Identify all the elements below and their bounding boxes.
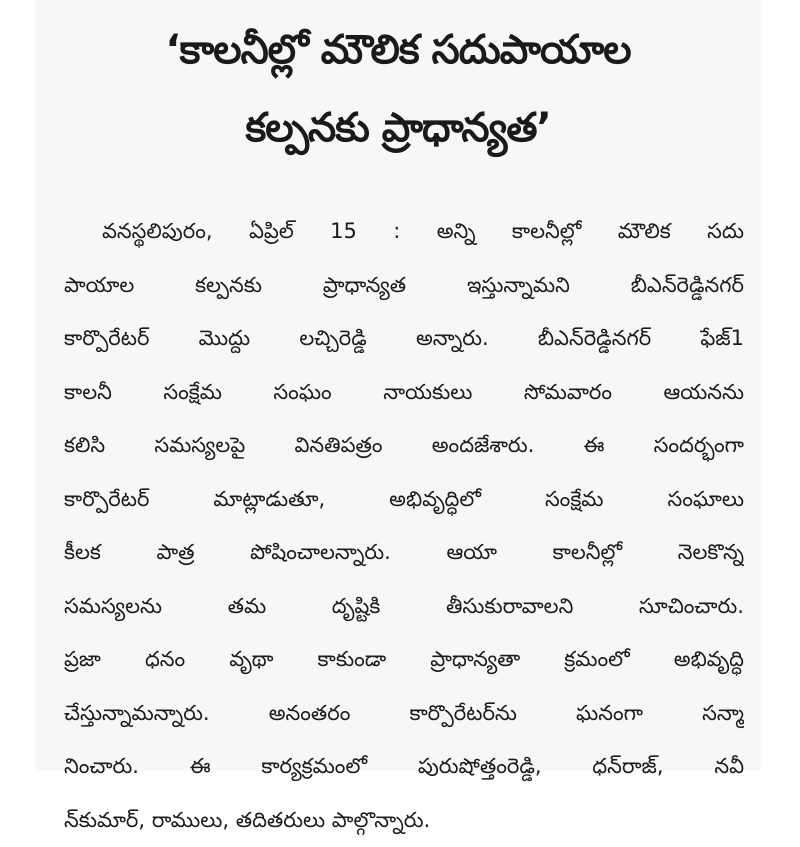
body-line-10: చేస్తున్నామన్నారు. అనంతరం కార్పొరేటర్‌ను ఘనంగా సన్మా (64, 687, 744, 741)
body-line-5: కలిసి సమస్యలపై వినతిపత్రం అందజేశారు. ఈ సందర్భంగా (64, 419, 744, 473)
body-line-9: ప్రజా ధనం వృథా కాకుండా ప్రాధాన్యతా క్రమంలో అభివృద్ధి (64, 633, 744, 687)
body-line-11: నించారు. ఈ కార్యక్రమంలో పురుషోత్తంరెడ్డి, ధన్‌రాజ్, నవీ (64, 740, 744, 794)
body-line-6: కార్పొరేటర్ మాట్లాడుతూ, అభివృద్ధిలో సంక్షేమ సంఘాలు (64, 473, 744, 527)
newspaper-clipping (36, 0, 760, 770)
body-line-7: కీలక పాత్ర పోషించాలన్నారు. ఆయా కాలనీల్లో నెలకొన్న (64, 526, 744, 580)
body-line-8: సమస్యలను తమ దృష్టికి తీసుకురావాలని సూచించారు. (64, 580, 744, 634)
headline-line-1: ‘కాలనీల్లో మౌలిక సదుపాయాల (36, 20, 760, 80)
body-line-12: న్‌కుమార్, రాములు, తదితరులు పాల్గొన్నారు. (64, 794, 744, 847)
article-body (64, 205, 744, 847)
body-line-1: వనస్థలిపురం, ఏప్రిల్ 15 : అన్ని కాలనీల్లో మౌలిక సదు (64, 205, 744, 259)
body-line-3: కార్పొరేటర్ మొద్దు లచ్చిరెడ్డి అన్నారు. బీఎన్‌రెడ్డినగర్ ఫేజ్1 (64, 312, 744, 366)
body-line-4: కాలనీ సంక్షేమ సంఘం నాయకులు సోమవారం ఆయనను (64, 366, 744, 420)
headline-line-2: కల్పనకు ప్రాధాన్యత’ (36, 98, 760, 158)
body-line-2: పాయాల కల్పనకు ప్రాధాన్యత ఇస్తున్నామని బీఎన్‌రెడ్డినగర్ (64, 259, 744, 313)
